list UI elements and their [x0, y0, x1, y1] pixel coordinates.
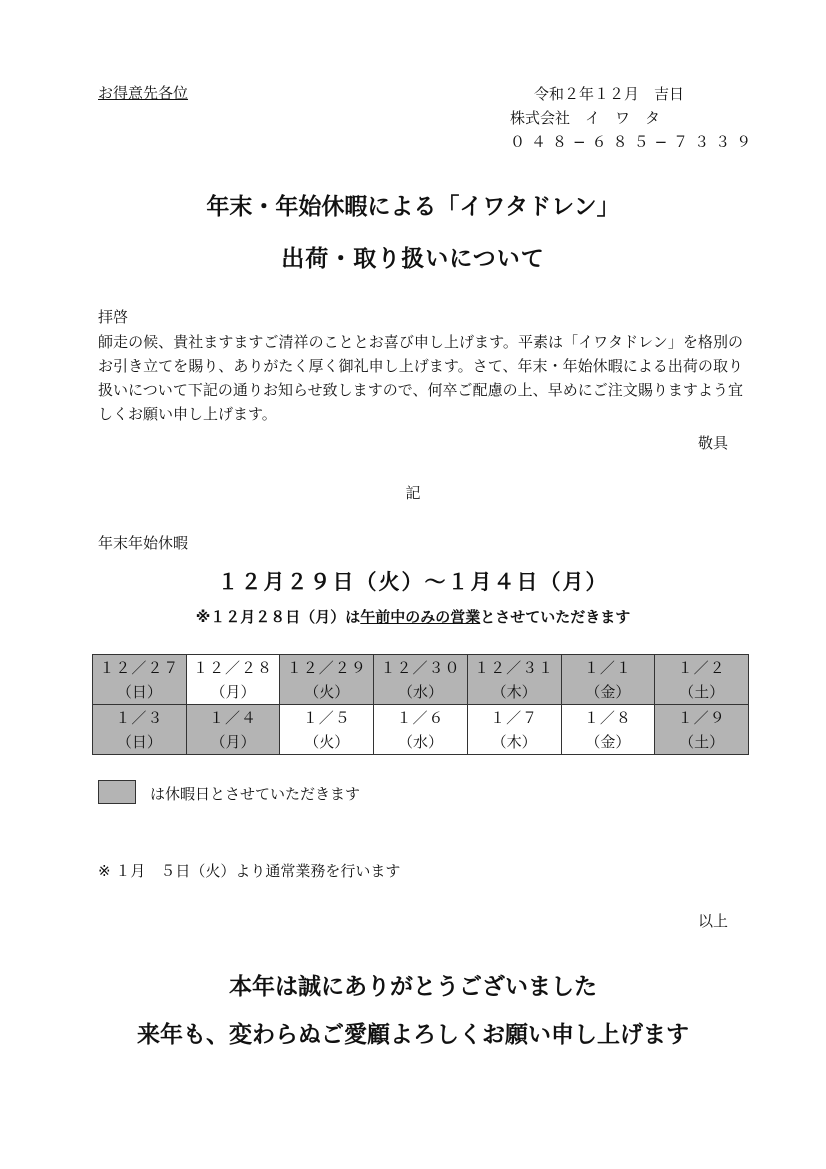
calendar-date: １／１	[583, 658, 632, 677]
document-title-line2: 出荷・取り扱いについて	[281, 246, 545, 272]
calendar-weekday: （火）	[304, 732, 350, 751]
calendar-cell	[374, 655, 468, 705]
holiday-calendar	[92, 654, 749, 755]
calendar-cell	[561, 705, 655, 755]
recipient: お得意先各位	[98, 84, 189, 102]
sender-block	[510, 82, 757, 154]
letter-closing: 敬具	[697, 434, 728, 452]
calendar-cell	[93, 705, 187, 755]
document-title-line1: 年末・年始休暇による「イワタドレン」	[206, 194, 620, 220]
calendar-cell	[186, 655, 280, 705]
calendar-weekday: （火）	[304, 682, 350, 701]
calendar-cell	[655, 655, 749, 705]
calendar-weekday: （金）	[585, 732, 631, 751]
calendar-cell	[467, 655, 561, 705]
ki-heading: 記	[405, 484, 421, 502]
thanks-line1: 本年は誠にありがとうございました	[229, 974, 597, 1000]
calendar-date: １／７	[490, 708, 539, 727]
calendar-date: １２／３１	[474, 658, 555, 677]
calendar-cell	[655, 705, 749, 755]
letter-opening: 拝啓	[98, 308, 129, 326]
calendar-cell	[280, 655, 374, 705]
calendar-cell	[374, 705, 468, 755]
calendar-date: １／９	[677, 708, 726, 727]
calendar-weekday: （水）	[397, 732, 443, 751]
calendar-date: １／３	[115, 708, 164, 727]
resume-note: ※ １月 ５日（火）より通常業務を行います	[98, 862, 401, 880]
calendar-date: １／６	[396, 708, 445, 727]
holiday-label: 年末年始休暇	[98, 534, 189, 552]
calendar-cell	[467, 705, 561, 755]
calendar-weekday: （土）	[679, 682, 725, 701]
calendar-cell	[93, 655, 187, 705]
calendar-date: １２／２８	[193, 658, 274, 677]
holiday-note-suffix: とさせていただきます	[480, 608, 631, 626]
holiday-legend-text: は休暇日とさせていただきます	[150, 785, 361, 803]
calendar-weekday: （日）	[116, 682, 162, 701]
calendar-date: １／４	[209, 708, 258, 727]
calendar-weekday: （金）	[585, 682, 631, 701]
calendar-row	[93, 655, 749, 705]
holiday-legend-swatch	[98, 780, 136, 804]
calendar-cell	[280, 705, 374, 755]
calendar-weekday: （日）	[116, 732, 162, 751]
calendar-weekday: （木）	[491, 682, 537, 701]
calendar-date: １２／３０	[380, 658, 461, 677]
calendar-row	[93, 705, 749, 755]
calendar-date: １２／２９	[286, 658, 367, 677]
phone-number: ０４８−６８５−７３３９	[510, 133, 758, 151]
thanks-line2: 来年も、変わらぬご愛顧よろしくお願い申し上げます	[137, 1022, 689, 1048]
calendar-weekday: （土）	[679, 732, 725, 751]
calendar-cell	[561, 655, 655, 705]
holiday-note	[0, 606, 826, 627]
holiday-note-underlined: 午前中のみの営業	[360, 608, 481, 626]
holiday-range: １２月２９日（火）〜１月４日（月）	[217, 570, 609, 594]
company-name: 株式会社 イ ワ タ	[510, 109, 661, 127]
issue-date: 令和２年１２月 吉日	[534, 85, 685, 103]
calendar-weekday: （月）	[210, 732, 256, 751]
letter-body: 師走の候、貴社ますますご清祥のこととお喜び申し上げます。平素は「イワタドレン」を格別のお引き立てを賜り、ありがたく厚く御礼申し上げます。さて、年末・年始休暇による出荷の取り扱いについて下記の通りお知らせ致しますので、何卒ご配慮の上、早めにご注文賜りますよう宜しくお願い申し上げます。	[98, 333, 743, 423]
calendar-date: １／５	[302, 708, 351, 727]
calendar-date: １／８	[583, 708, 632, 727]
calendar-date: １／２	[677, 658, 726, 677]
calendar-cell	[186, 705, 280, 755]
calendar-weekday: （月）	[210, 682, 256, 701]
calendar-weekday: （木）	[491, 732, 537, 751]
holiday-note-prefix: ※１２月２８日（月）は	[195, 608, 361, 626]
calendar-date: １２／２７	[99, 658, 180, 677]
ijo-closing: 以上	[697, 912, 728, 930]
calendar-weekday: （水）	[397, 682, 443, 701]
